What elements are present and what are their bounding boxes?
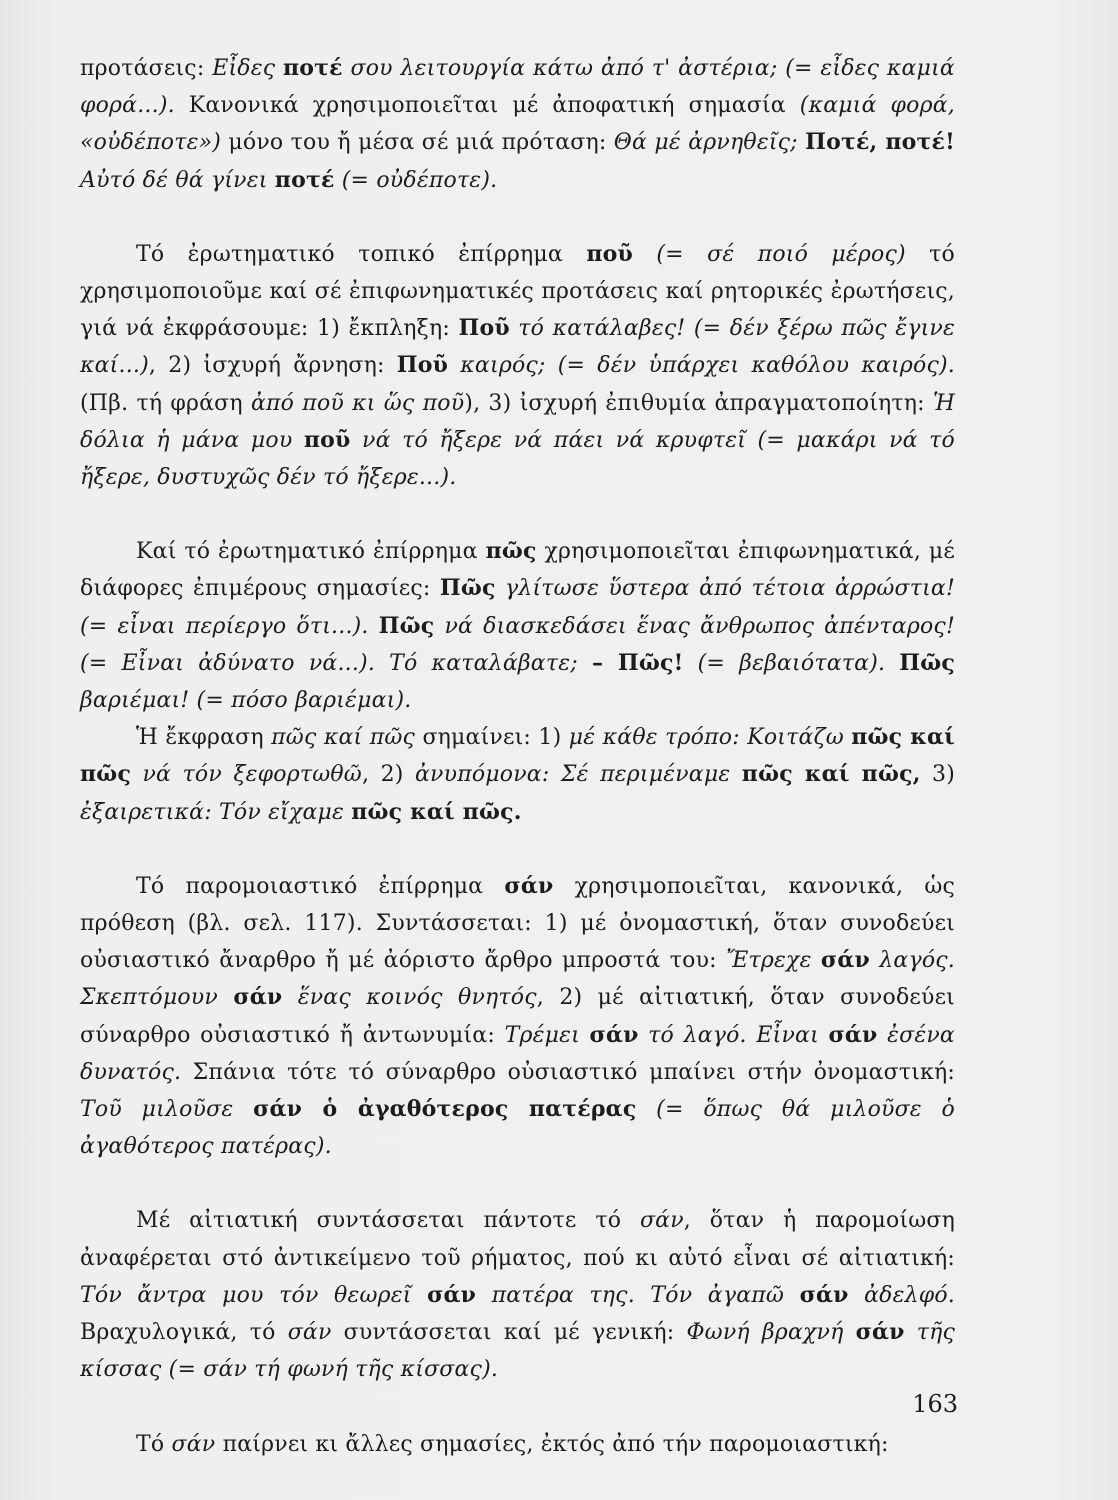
text-segment: (Πβ. τή φράση [80,390,251,416]
text-segment: τῆς κίσσας (= σάν τή φωνή τῆς κίσσας). [80,1320,956,1383]
text-segment: καιρός; (= δέν ὑπάρχει καθόλου καιρός). [448,353,955,379]
text-segment: σάν [504,872,554,899]
text-segment: σάν [820,947,870,974]
text-segment: νά διασκεδάσει ἕνας ἄνθρωπος ἀπένταρος! (= Εἶναι ἀδύνατο νά...). Τό καταλάβατε; [80,613,955,676]
text-segment: ποτέ [274,166,335,193]
text-segment: Ἡ ἔκφραση [136,725,272,751]
text-segment: πῶς καί πῶς [80,724,955,788]
text-segment: Πῶς [378,612,435,639]
text-segment: Ποτέ, ποτέ! [805,129,955,156]
page-number: 163 [912,1390,958,1418]
paragraph-4 [80,719,955,831]
text-segment: Τό παρομοιαστικό ἐπίρρημα [136,873,505,899]
text-segment: πῶς καί πῶς [271,725,416,751]
text-segment: σάν [171,1431,216,1457]
paragraph-7 [80,1426,955,1463]
text-segment: σάν [233,984,283,1011]
text-segment: Κανονικά χρησιμοποιεῖται μέ ἀποφατική σημασία [174,93,800,119]
text-segment: σάν [427,1281,477,1308]
text-segment: Πῶς [439,575,496,602]
text-segment: γλίτωσε ὕστερα ἀπό τέτοια ἀρρώστια! (= εἶναι περίεργο ὅτι...). [80,576,955,639]
text-segment: σάν [855,1319,905,1346]
paragraph-1 [80,50,955,199]
text-segment: Ποῦ [458,315,510,342]
paragraph-5 [80,868,955,1166]
text-segment: Αὐτό δέ θά γίνει [80,167,275,193]
text-segment: τό κατάλαβες! (= δέν ξέρω πῶς ἔγινε καί...) [80,316,955,379]
paragraph-3 [80,533,955,719]
text-segment: (καμιά φορά, «οὐδέποτε») [80,93,955,156]
text-segment: ἀπό ποῦ κι ὥς ποῦ [250,390,465,416]
text-segment: Τό [136,1431,172,1457]
text-segment: τό λαγό. Εἶναι [638,1022,829,1048]
text-segment: σου λειτουργία κάτω ἀπό τ' ἀστέρια; (= εἶδες καμιά φορά...). [80,56,955,119]
text-segment: Ἡ δόλια ἡ μάνα μου [80,390,955,453]
text-segment: μέ κάθε τρόπο: Κοιτάζω [568,725,852,751]
text-segment: , 2) μέ αἰτιατική, ὅταν συνοδεύει σύναρθρο οὐσιαστικό ἤ ἀντωνυμία: [80,985,955,1048]
text-segment: Τοῦ μιλοῦσε [80,1097,254,1123]
text-segment: νά τόν ξεφορτωθῶ [131,762,362,788]
text-segment: Θά μέ ἀρνηθεῖς; [613,130,806,156]
text-segment: ποῦ [303,426,351,453]
text-segment: Ἔτρεχε [726,948,821,974]
text-segment: σημαίνει: 1) [415,725,569,751]
text-segment: πῶς καί πῶς. [351,798,522,825]
text-segment: 3) [920,762,955,788]
text-segment: Βραχυλογικά, τό [80,1320,288,1346]
text-segment: πῶς [485,538,537,565]
text-segment: (= ὅπως θά μιλοῦσε ὁ ἀγαθότερος πατέρας). [80,1097,955,1160]
text-segment: σάν ὁ ἀγαθότερος πατέρας [253,1096,637,1123]
text-segment: ), 3) ἰσχυρή ἐπιθυμία ἀπραγματοποίητη: [464,390,933,416]
text-segment: , 2) ἰσχυρή ἄρνηση: [148,353,397,379]
text-segment: ἀδελφό. [848,1282,955,1308]
text-segment: Εἶδες [212,56,283,81]
text-segment: χρησιμοποιεῖται ἐπιφωνηματικά, μέ διάφορες ἐπιμέρους σημασίες: [80,539,955,602]
text-segment: (= οὐδέποτε). [334,167,498,193]
text-segment: σάν [589,1021,639,1048]
text-segment: Ποῦ [396,352,449,379]
text-segment: συντάσσεται καί μέ γενική: [331,1320,687,1346]
text-segment: , 2) [361,762,415,788]
text-segment: ποτέ [283,55,343,81]
text-segment: νά τό ἤξερε νά πάει νά κρυφτεῖ (= μακάρι νά τό ἤξερε, δυστυχῶς δέν τό ἤξερε...). [80,427,955,491]
text-segment: – Πῶς! [591,649,684,676]
text-segment: σάν [287,1320,332,1346]
text-segment: λαγός. Σκεπτόμουν [80,948,955,1011]
text-segment: Τό ἐρωτηματικό τοπικό ἐπίρρημα [136,241,587,267]
text-segment: Τόν ἄντρα μου τόν θεωρεῖ [80,1282,428,1308]
text-segment: Πῶς [899,649,955,676]
paragraph-2 [80,236,955,496]
text-segment: παίρνει κι ἄλλες σημασίες, ἐκτός ἀπό τήν παρομοιαστική: [215,1431,889,1457]
text-segment: πῶς καί πῶς, [741,761,921,788]
text-segment: (= σέ ποιό μέρος) [632,241,906,267]
text-segment: (= βεβαιότατα). [683,650,900,676]
text-segment: ἕνας κοινός θνητός [282,985,537,1011]
paragraph-6 [80,1202,955,1388]
text-segment: Σπάνια τότε τό σύναρθρο οὐσιαστικό μπαίνει στήν ὀνομαστική: [181,1059,955,1085]
text-segment: Μέ αἰτιατική συντάσσεται πάντοτε τό [136,1208,640,1234]
text-segment: Φωνή βραχνή [686,1320,856,1346]
text-segment: βαριέμαι! (= πόσο βαριέμαι). [80,688,412,714]
text-segment: σάν [799,1281,849,1308]
text-segment: Τρέμει [504,1022,590,1048]
text-segment: σάν [639,1208,684,1234]
text-segment: σάν [828,1021,878,1048]
text-segment: πατέρα της. Τόν ἀγαπῶ [476,1282,800,1308]
text-segment: μόνο του ἤ μέσα σέ μιά πρόταση: [221,130,614,156]
text-segment: ἐσένα δυνατός. [80,1022,955,1085]
text-segment: προτάσεις: [80,56,213,81]
body-text [80,50,955,1463]
text-segment: τό χρησιμοποιοῦμε καί σέ ἐπιφωνηματικές προτάσεις καί ρητορικές ἐρωτήσεις, γιά νά ἐκφράσουμε: 1) ἔκπληξη: [80,241,955,342]
text-segment: ἐξαιρετικά: Τόν εἴχαμε [80,799,352,825]
text-segment: χρησιμοποιεῖται, κανονικά, ὡς πρόθεση (βλ. σελ. 117). Συντάσσεται: 1) μέ ὀνομαστική, ὅταν συνοδεύει οὐσιαστικό ἄναρθρο ἤ μέ ἀόριστο ἄρθρο μπροστά του: [80,873,955,974]
text-segment: ποῦ [586,240,633,267]
text-segment: , ὅταν ἡ παρομοίωση ἀναφέρεται στό ἀντικείμενο τοῦ ρήματος, πού κι αὐτό εἶναι σέ αἰτιατική: [80,1208,956,1271]
text-segment: Καί τό ἐρωτηματικό ἐπίρρημα [136,539,486,565]
text-segment: ἀνυπόμονα: Σέ περιμέναμε [414,762,742,788]
